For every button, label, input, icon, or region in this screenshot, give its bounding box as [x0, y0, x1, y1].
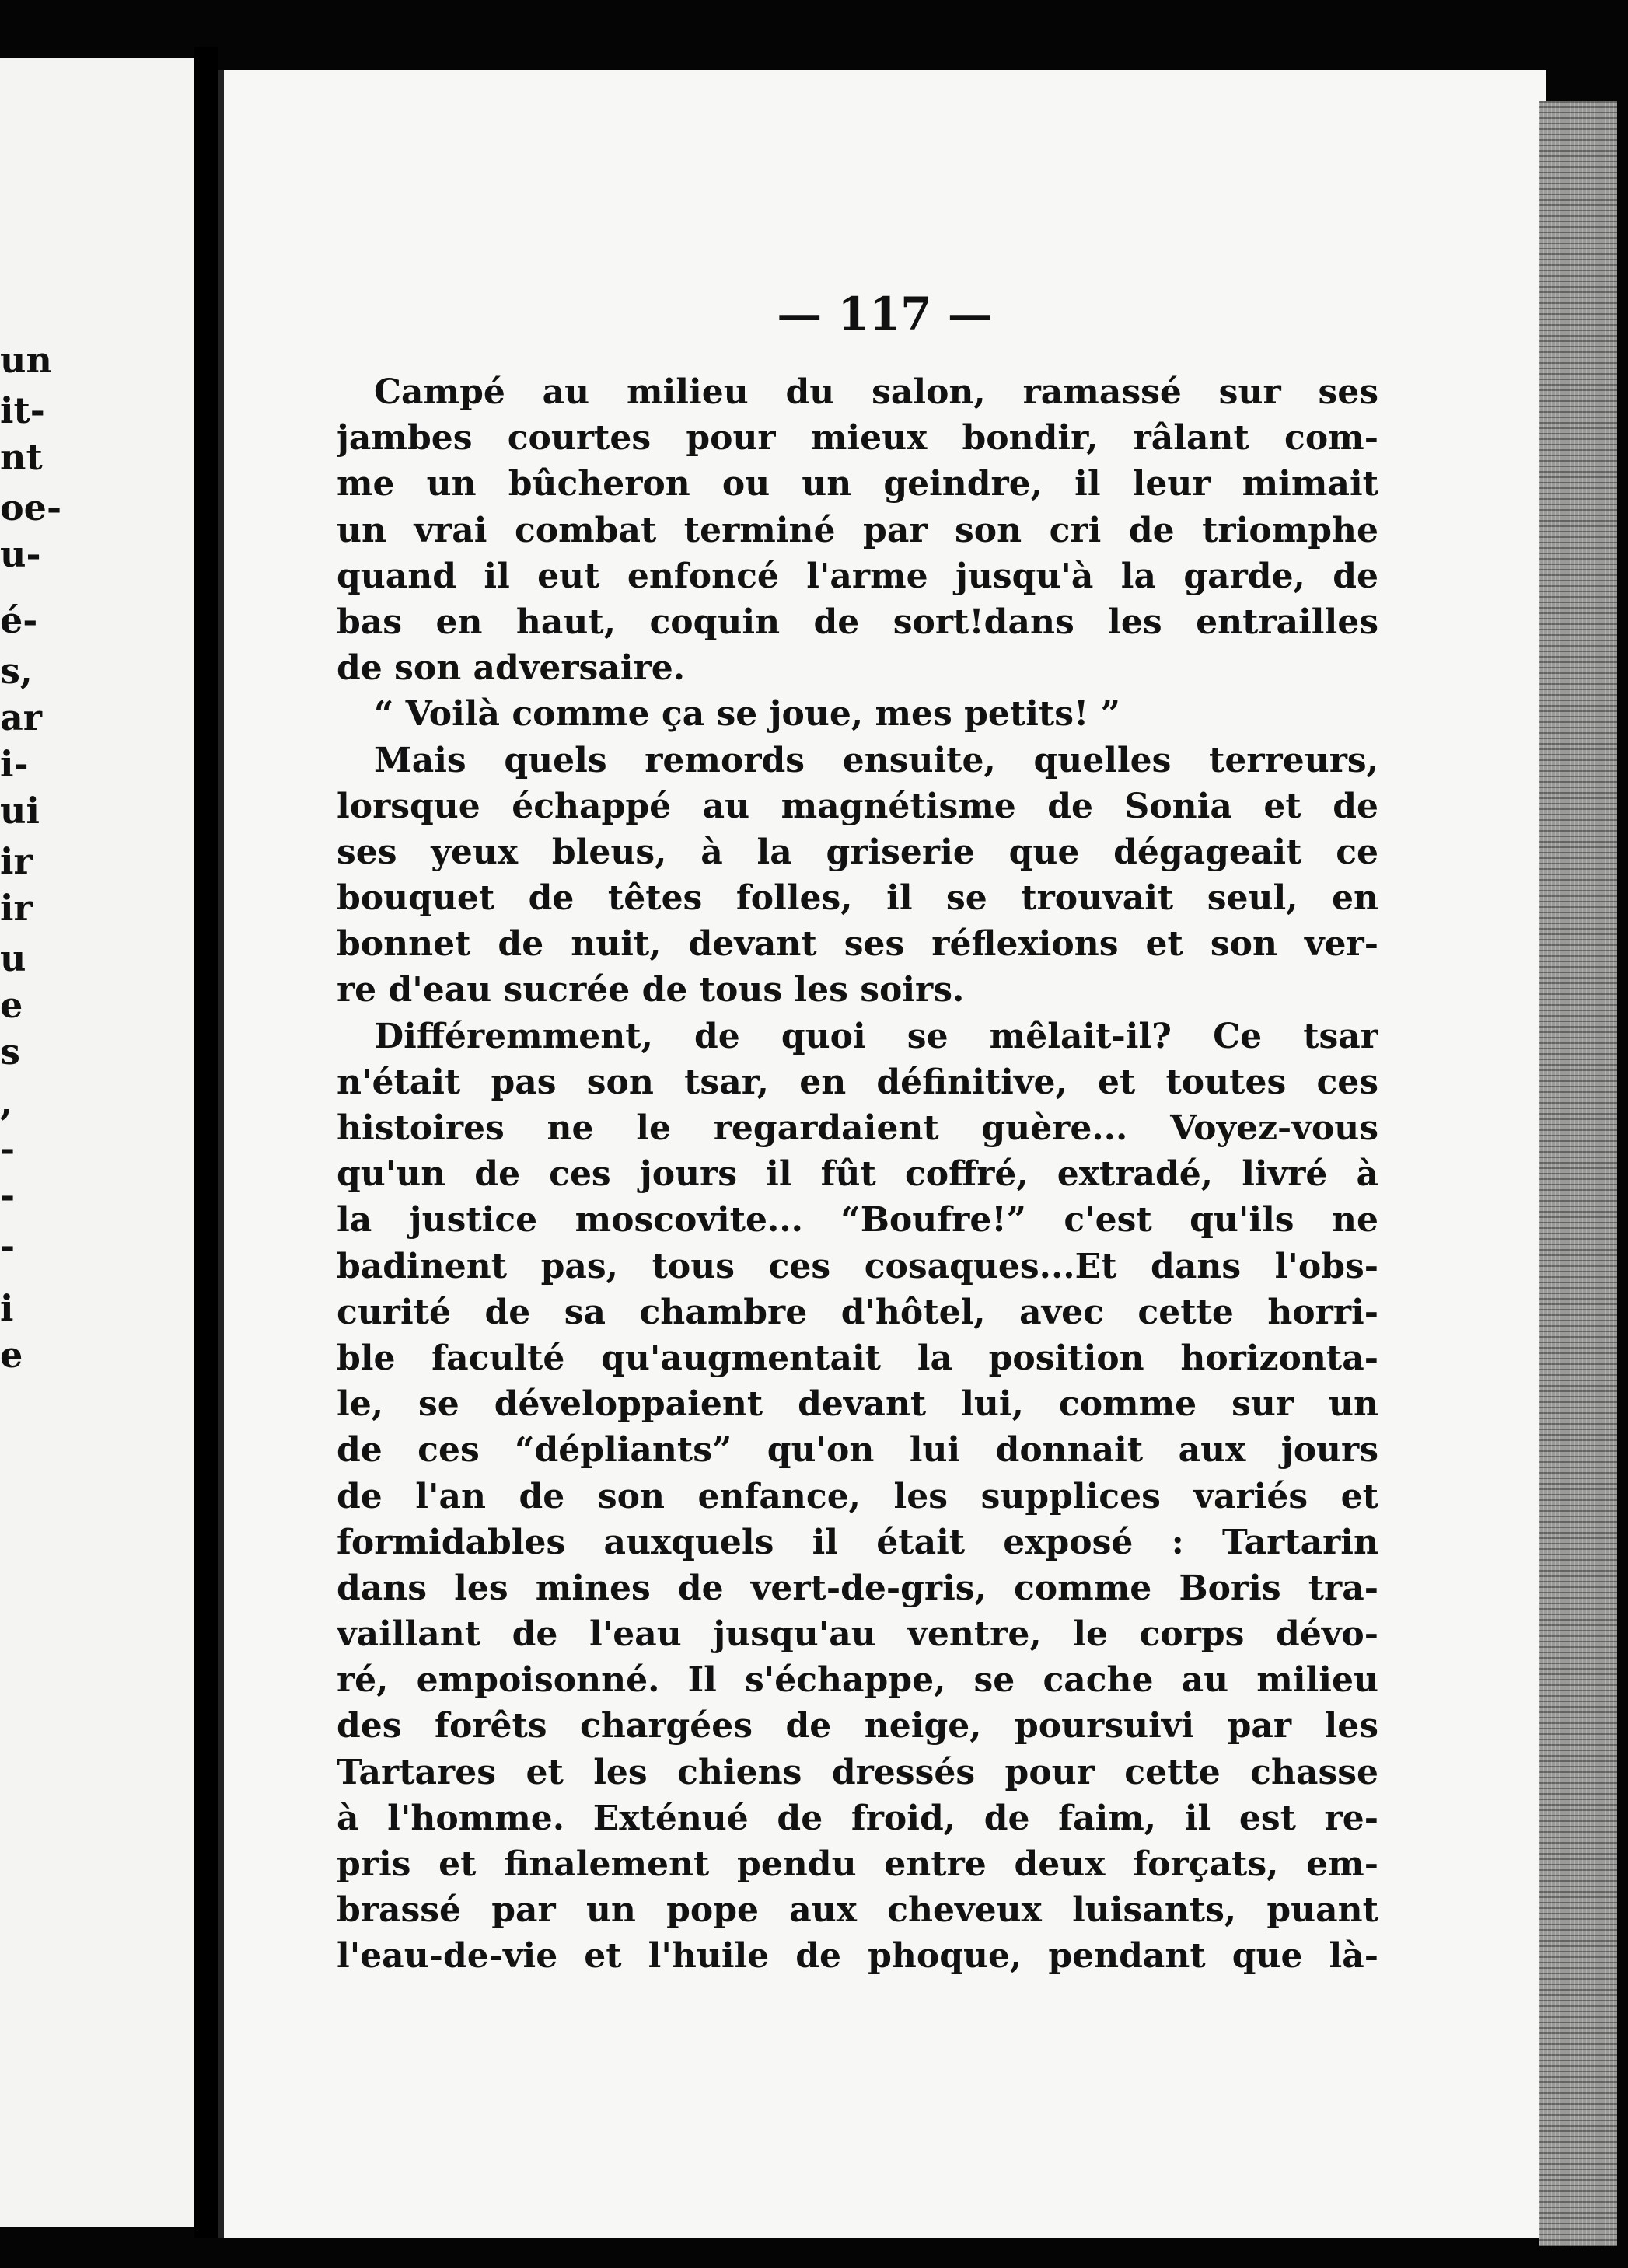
text-line: quand il eut enfoncé l'arme jusqu'à la garde, de: [337, 556, 1378, 596]
text-line: bonnet de nuit, devant ses réflexions et son ver-: [337, 924, 1378, 965]
text-line: re d'eau sucrée de tous les soirs.: [337, 970, 965, 1010]
text-line: pris et finalement pendu entre deux forçats, em-: [337, 1844, 1378, 1884]
facing-page-text-fragment: -: [0, 1174, 16, 1216]
page-body-text: [337, 369, 1378, 1980]
book-page: [218, 70, 1546, 2238]
text-line: badinent pas, tous ces cosaques...Et dans l'obs-: [337, 1246, 1378, 1286]
text-line: bouquet de têtes folles, il se trouvait seul, en: [337, 878, 1378, 919]
page-number: — 117 —: [777, 288, 993, 340]
text-line: me un bûcheron ou un geindre, il leur mimait: [337, 464, 1378, 504]
facing-page-fragment: [0, 58, 199, 2227]
facing-page-text-fragment: ,: [0, 1081, 13, 1123]
facing-page-text-fragment: u: [0, 937, 26, 979]
page-stack-edge: [1539, 101, 1617, 2246]
text-line: Mais quels remords ensuite, quelles terreurs,: [374, 740, 1378, 780]
text-line: des forêts chargées de neige, poursuivi par les: [337, 1706, 1378, 1746]
text-line: dans les mines de vert-de-gris, comme Boris tra-: [337, 1568, 1378, 1608]
facing-page-text-fragment: e: [0, 1334, 23, 1376]
facing-page-text-fragment: -: [0, 1128, 16, 1170]
facing-page-text-fragment: é-: [0, 599, 38, 641]
text-line: le, se développaient devant lui, comme sur un: [337, 1384, 1378, 1425]
facing-page-text-fragment: ir: [0, 887, 33, 929]
text-line: de ces “dépliants” qu'on lui donnait aux jours: [337, 1430, 1378, 1471]
text-line: formidables auxquels il était exposé : Tartarin: [337, 1522, 1378, 1562]
facing-page-text-fragment: ar: [0, 696, 43, 738]
text-line: à l'homme. Exténué de froid, de faim, il est re-: [337, 1798, 1378, 1838]
text-line: un vrai combat terminé par son cri de triomphe: [337, 510, 1378, 550]
book-gutter: [194, 47, 218, 2238]
facing-page-text-fragment: un: [0, 339, 52, 381]
text-line: jambes courtes pour mieux bondir, râlant com-: [337, 418, 1378, 459]
text-line: vaillant de l'eau jusqu'au ventre, le corps dévo-: [337, 1614, 1378, 1655]
text-line: ré, empoisonné. Il s'échappe, se cache au milieu: [337, 1660, 1378, 1701]
text-line: bas en haut, coquin de sort!dans les entrailles: [337, 602, 1378, 642]
facing-page-text-fragment: i: [0, 1287, 14, 1329]
text-line: brassé par un pope aux cheveux luisants, puant: [337, 1890, 1378, 1931]
text-line: “ Voilà comme ça se joue, mes petits! ”: [374, 694, 1120, 734]
facing-page-text-fragment: it-: [0, 389, 45, 431]
text-line: qu'un de ces jours il fût coffré, extradé, livré à: [337, 1154, 1378, 1195]
text-line: curité de sa chambre d'hôtel, avec cette horri-: [337, 1292, 1378, 1332]
facing-page-text-fragment: nt: [0, 436, 43, 478]
facing-page-text-fragment: -: [0, 1225, 16, 1267]
text-line: de son adversaire.: [337, 648, 686, 689]
text-line: de l'an de son enfance, les supplices variés et: [337, 1476, 1378, 1516]
text-line: l'eau-de-vie et l'huile de phoque, pendant que là-: [337, 1936, 1378, 1977]
facing-page-text-fragment: i-: [0, 743, 29, 785]
facing-page-text-fragment: u-: [0, 533, 41, 575]
facing-page-text-fragment: ui: [0, 790, 40, 832]
text-line: ble faculté qu'augmentait la position horizonta-: [337, 1338, 1378, 1378]
text-line: la justice moscovite... “Boufre!” c'est qu'ils ne: [337, 1200, 1378, 1240]
text-line: Tartares et les chiens dressés pour cette chasse: [337, 1752, 1378, 1792]
text-line: n'était pas son tsar, en définitive, et toutes ces: [337, 1062, 1378, 1102]
text-line: Campé au milieu du salon, ramassé sur ses: [374, 372, 1378, 412]
facing-page-text-fragment: s,: [0, 650, 33, 692]
facing-page-text-fragment: e: [0, 984, 23, 1026]
facing-page-text-fragment: oe-: [0, 487, 62, 529]
facing-page-text-fragment: s: [0, 1031, 20, 1073]
facing-page-text-fragment: ir: [0, 840, 33, 882]
text-line: Différemment, de quoi se mêlait-il? Ce tsar: [374, 1016, 1378, 1056]
text-line: ses yeux bleus, à la griserie que dégageait ce: [337, 832, 1378, 872]
text-line: histoires ne le regardaient guère... Voyez-vous: [337, 1108, 1378, 1148]
text-line: lorsque échappé au magnétisme de Sonia et de: [337, 786, 1378, 826]
